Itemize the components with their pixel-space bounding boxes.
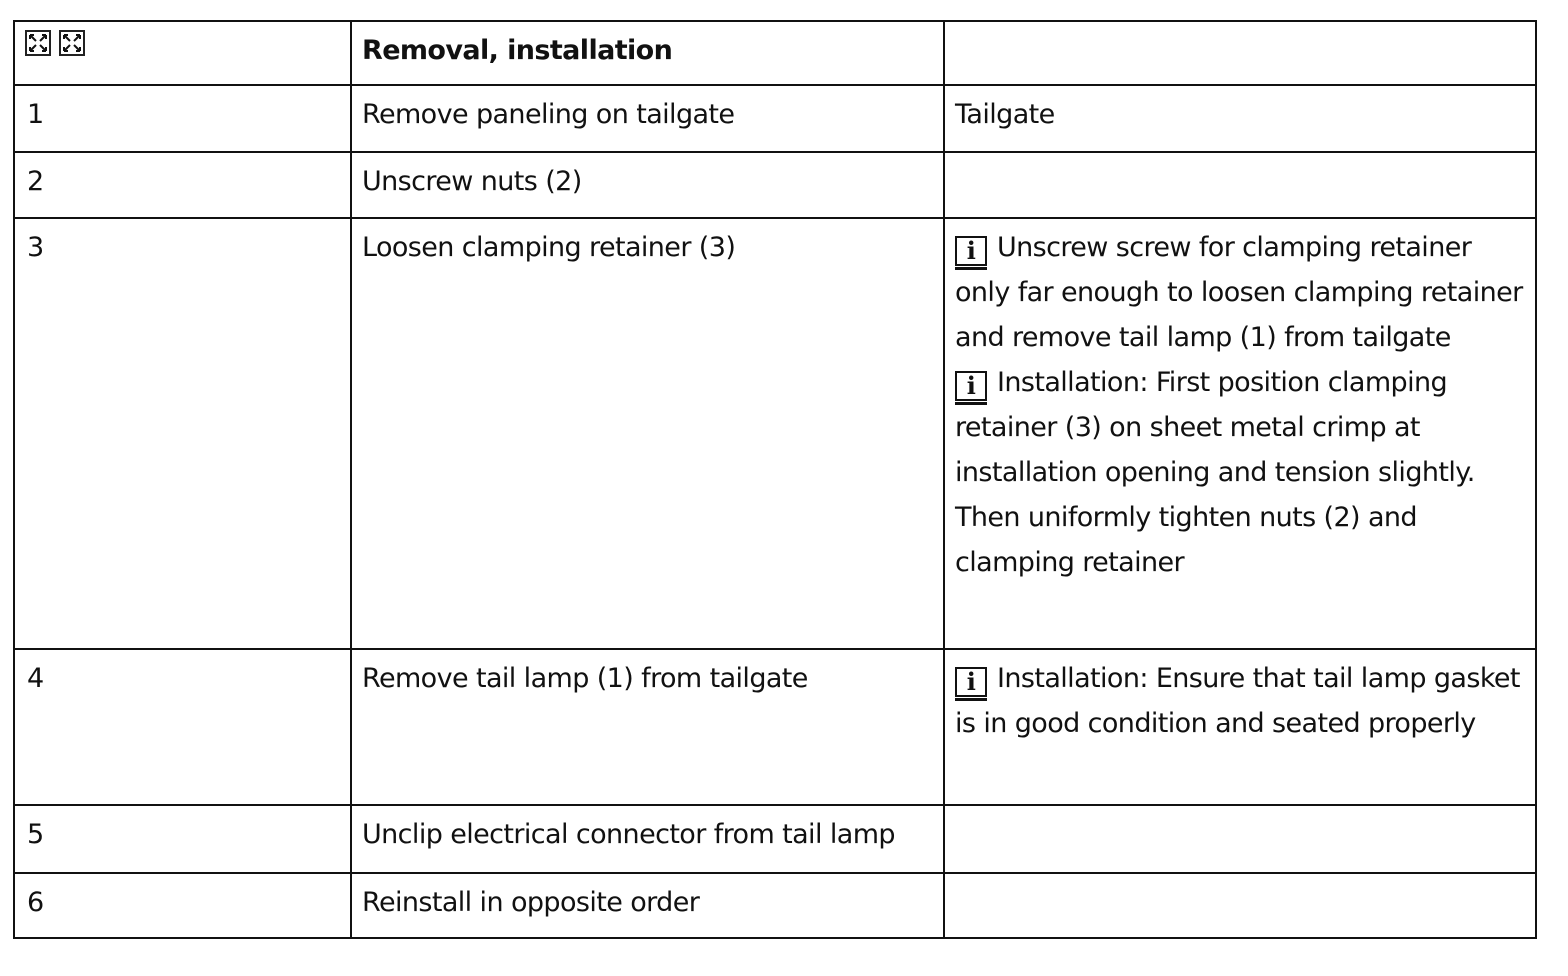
step-number: 5 [27,819,44,850]
step-action-cell [351,218,944,649]
step-number-cell [14,152,351,218]
step-number: 1 [27,99,44,130]
step-info-notes [945,219,1535,585]
header-row [14,21,1536,85]
step-number: 4 [27,663,44,694]
step-action: Loosen clamping retainer (3) [362,232,736,263]
step-note [945,806,1535,812]
procedure-table [13,20,1537,939]
table-row [14,873,1536,938]
step-note-cell [944,152,1536,218]
info-icon: i [955,236,987,266]
step-number: 2 [27,166,44,197]
step-action: Unclip electrical connector from tail lamp [362,819,895,850]
step-note-cell [944,805,1536,873]
step-action-cell [351,649,944,805]
info-icon: i [955,667,987,697]
step-action-cell [351,85,944,152]
step-note-cell [944,218,1536,649]
step-action: Reinstall in opposite order [362,887,700,918]
header-title-cell [351,21,944,85]
step-note-cell [944,649,1536,805]
step-note [945,874,1535,880]
step-number-cell [14,85,351,152]
header-symbols-cell [14,21,351,85]
info-note [955,360,1525,585]
step-number: 6 [27,887,44,918]
header-note-cell [944,21,1536,85]
table-row [14,218,1536,649]
step-number: 3 [27,232,44,263]
table-row [14,649,1536,805]
step-action-cell [351,152,944,218]
step-action-cell [351,873,944,938]
step-action: Remove paneling on tailgate [362,99,735,130]
header-title: Removal, installation [362,35,673,66]
info-note-text: Installation: First position clamping retainer (3) on sheet metal crimp at installation opening and tension slightly. Then uniformly tighten nuts (2) and clamping retainer [955,367,1475,578]
info-icon: i [955,371,987,401]
info-note [955,656,1525,746]
step-number-cell [14,805,351,873]
step-note: Tailgate [955,99,1055,130]
step-info-notes [945,650,1535,746]
step-action-cell [351,805,944,873]
table-row [14,85,1536,152]
expand-arrows-icon [59,30,85,56]
info-note-text: Unscrew screw for clamping retainer only far enough to loosen clamping retainer and remove tail lamp (1) from tailgate [955,232,1523,353]
step-action: Unscrew nuts (2) [362,166,582,197]
step-note-cell [944,873,1536,938]
info-note-text: Installation: Ensure that tail lamp gasket is in good condition and seated properly [955,663,1520,739]
step-number-cell [14,873,351,938]
step-action: Remove tail lamp (1) from tailgate [362,663,808,694]
table-row [14,805,1536,873]
step-number-cell [14,649,351,805]
expand-arrows-icon [25,30,51,56]
step-number-cell [14,218,351,649]
step-note [945,153,1535,159]
table-row [14,152,1536,218]
step-note-cell [944,85,1536,152]
info-note [955,225,1525,360]
header-note [945,22,1535,28]
